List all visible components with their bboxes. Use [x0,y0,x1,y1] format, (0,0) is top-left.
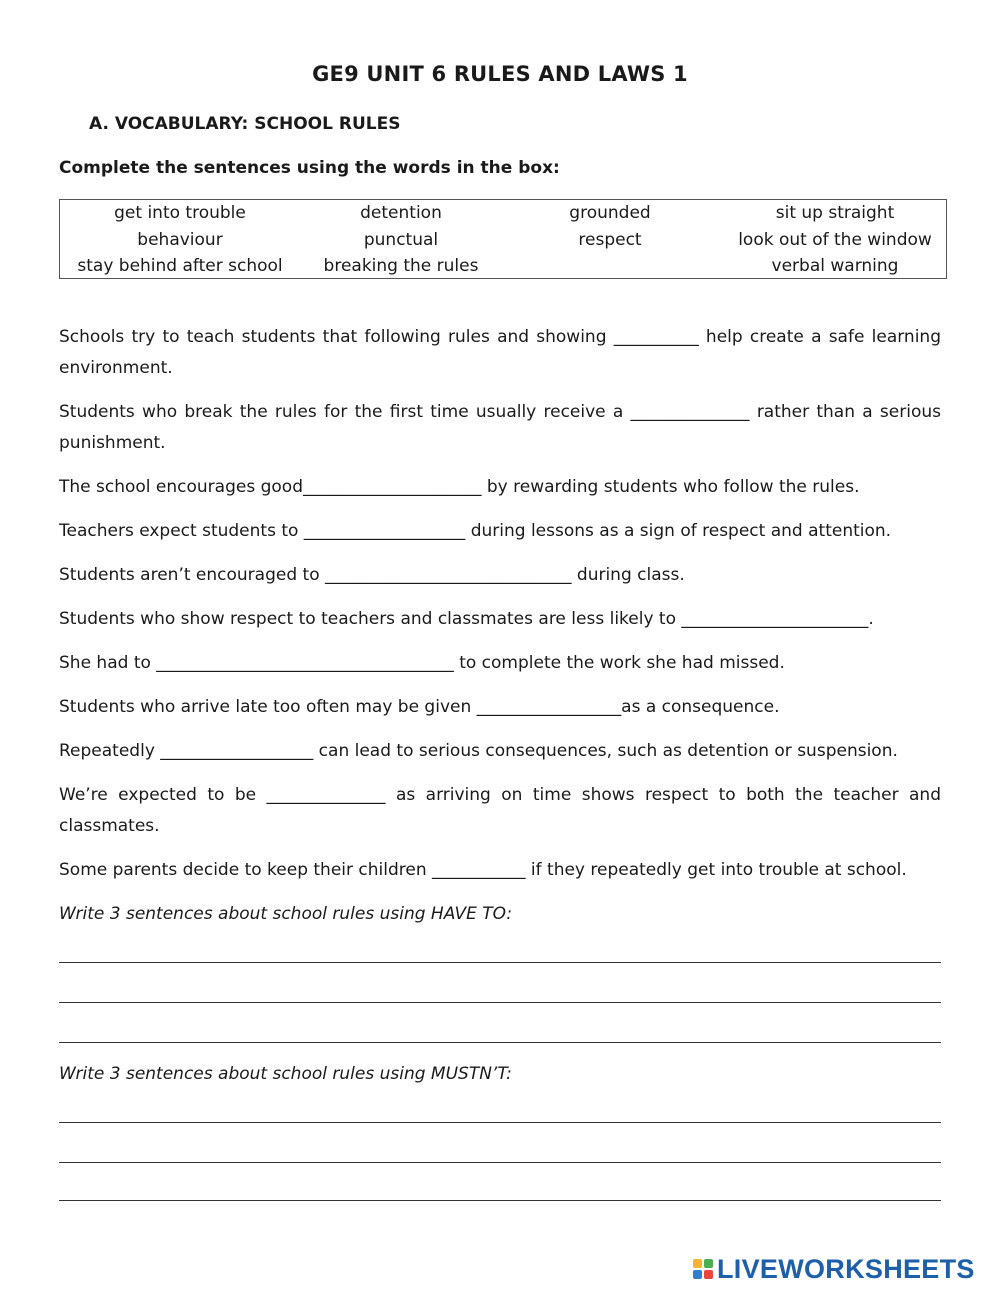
word-box-item: stay behind after school [77,256,283,276]
writing-line[interactable] [59,1162,941,1163]
exercise-sentence[interactable]: Students who show respect to teachers and classmates are less likely to ______________________. [59,609,874,629]
word-box-item: sit up straight [775,203,895,223]
writing-line[interactable] [59,1042,941,1043]
exercise-sentence[interactable]: She had to ___________________________________ to complete the work she had missed. [59,653,785,673]
exercise-sentence[interactable]: Some parents decide to keep their children ___________ if they repeatedly get into trouble at school. [59,860,907,880]
section-heading: A. VOCABULARY: SCHOOL RULES [89,114,401,134]
logo-block [693,1270,702,1279]
word-box-item: respect [578,230,642,250]
exercise-sentence[interactable]: Teachers expect students to ___________________ during lessons as a sign of respect and attention. [59,521,892,541]
exercise-sentence[interactable]: The school encourages good_____________________ by rewarding students who follow the rules. [59,477,860,497]
word-box [59,199,947,279]
exercise-sentence[interactable]: Schools try to teach students that following rules and showing __________ help create a safe learning environment. [59,327,941,378]
writing-line[interactable] [59,962,941,963]
word-box-item: breaking the rules [323,256,479,276]
word-box-item: punctual [363,230,439,250]
exercise-sentence[interactable]: We’re expected to be ______________ as arriving on time shows respect to both the teacher and classmates. [59,785,941,836]
word-box-item: behaviour [137,230,223,250]
writing-prompt-have-to: Write 3 sentences about school rules using HAVE TO: [59,904,513,924]
exercise-sentence[interactable]: Students who break the rules for the first time usually receive a ______________ rather than a serious punishment. [59,402,941,453]
writing-line[interactable] [59,1200,941,1201]
word-box-item: verbal warning [771,256,899,276]
exercise-sentence[interactable]: Repeatedly __________________ can lead to serious consequences, such as detention or suspension. [59,741,898,761]
word-box-item: detention [360,203,442,223]
logo-block [704,1259,713,1268]
exercise-sentence[interactable]: Students who arrive late too often may be given _________________as a consequence. [59,697,780,717]
logo-blocks-icon [693,1259,713,1279]
logo-block [693,1259,702,1268]
word-box-item: grounded [569,203,651,223]
word-box-item: look out of the window [738,230,932,250]
logo-text: LIVEWORKSHEETS [717,1253,975,1284]
instruction-text: Complete the sentences using the words in the box: [59,158,560,178]
writing-line[interactable] [59,1002,941,1003]
writing-line[interactable] [59,1122,941,1123]
word-box-item: get into trouble [114,203,246,223]
liveworksheets-logo [693,1254,975,1284]
logo-block [704,1270,713,1279]
page-title: GE9 UNIT 6 RULES AND LAWS 1 [312,62,688,86]
exercise-sentence[interactable]: Students aren’t encouraged to _____________________________ during class. [59,565,685,585]
writing-prompt-mustnt: Write 3 sentences about school rules using MUSTN’T: [59,1064,512,1084]
